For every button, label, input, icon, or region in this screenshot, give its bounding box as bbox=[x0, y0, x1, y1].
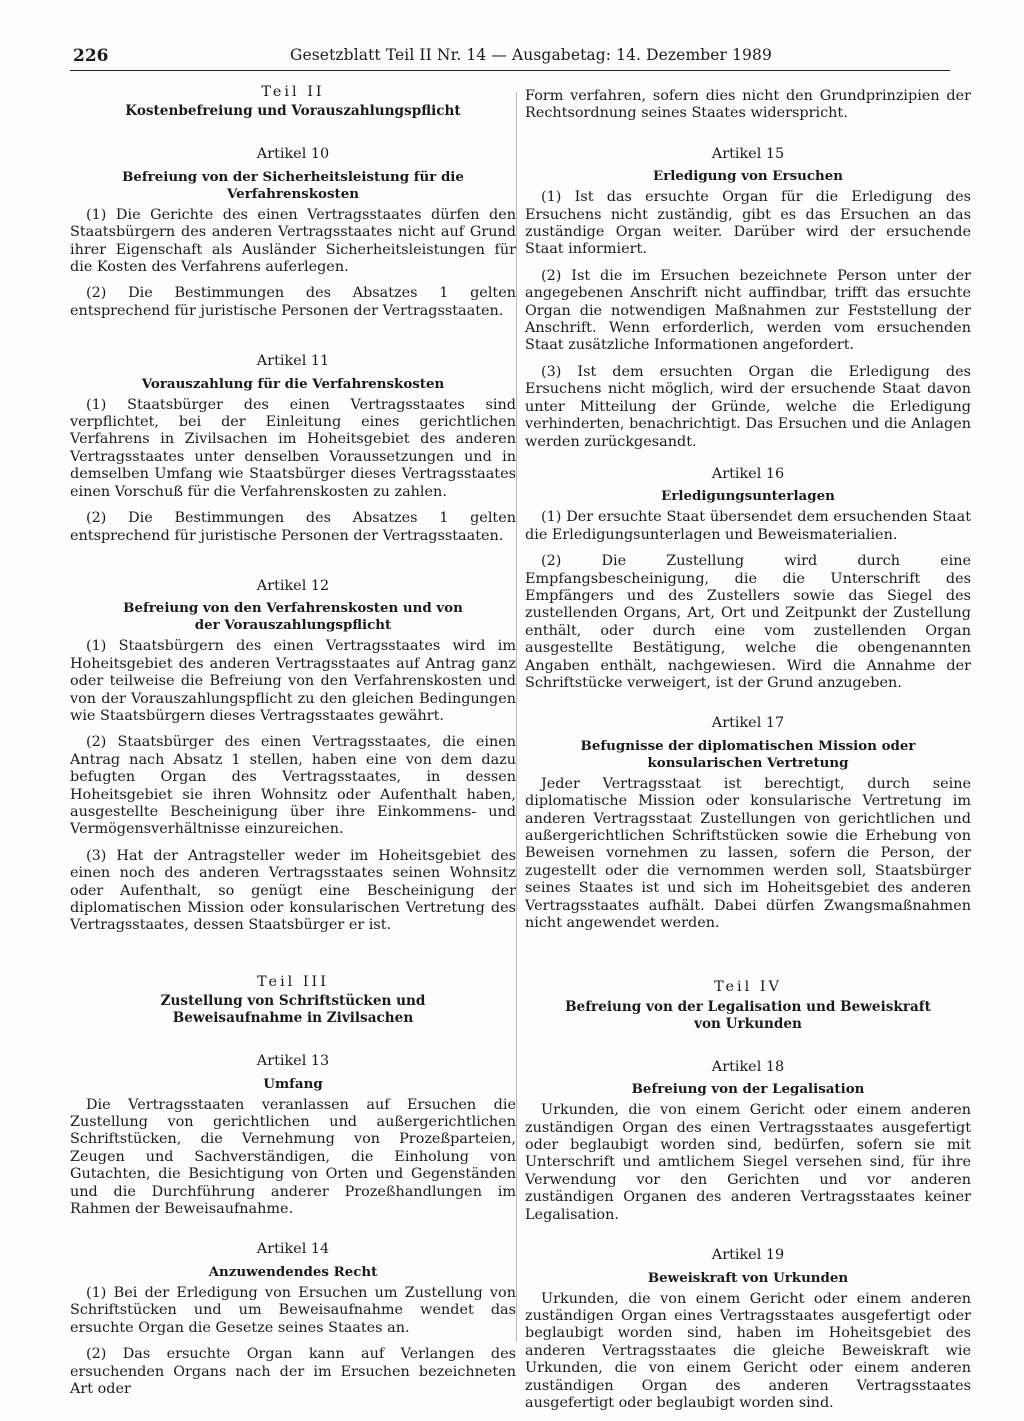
article-10-title: Befreiung von der Sicherheitsleistung für die Verfahrenskosten bbox=[122, 168, 464, 202]
article-12-label: Artikel 12 bbox=[256, 577, 330, 594]
article-12-title: Befreiung von den Verfahrenskosten und von der Vorauszahlungspflicht bbox=[123, 600, 463, 634]
part-3-title: Zustellung von Schriftstücken und Beweisaufnahme in Zivilsachen bbox=[160, 993, 426, 1027]
article-15-title: Erledigung von Ersuchen bbox=[653, 168, 843, 185]
article-12-para-2: (2) Staatsbürger des einen Vertragsstaates, die einen Antrag nach Absatz 1 stellen, haben eine von dem dazu befugten Organ des Vertragsstaates, in dessen Hoheitsgebiet sie ihren Wohnsitz oder Aufenthalt haben, ausgestellte Bescheinigung über ihre Einkommens- und Vermögensverhältnisse einzureichen. bbox=[70, 734, 516, 838]
article-11-label: Artikel 11 bbox=[256, 353, 330, 370]
left-column bbox=[70, 84, 516, 1407]
article-16-label: Artikel 16 bbox=[711, 465, 785, 482]
article-16-para-1: (1) Der ersuchte Staat übersendet dem ersuchenden Staat die Erledigungsunterlagen und Beweismaterialien. bbox=[525, 509, 971, 543]
part-2-title: Kostenbefreiung und Vorauszahlungspflicht bbox=[125, 103, 461, 120]
article-14-label: Artikel 14 bbox=[256, 1241, 330, 1258]
article-17-title: Befugnisse der diplomatischen Mission oder konsularischen Vertretung bbox=[580, 737, 916, 771]
article-14-para-2: (2) Das ersuchte Organ kann auf Verlangen des ersuchenden Organs nach der im Ersuchen bezeichneten Art oder bbox=[70, 1346, 516, 1397]
article-15-para-3: (3) Ist dem ersuchten Organ die Erledigung des Ersuchens nicht möglich, wird der ersuchende Staat davon unter Mitteilung der Gründe, welche die Erledigung verhinderten, benachrichtigt. Das Ersuchen und die Anlagen werden zurückgesandt. bbox=[525, 363, 971, 450]
part-4-title: Befreiung von der Legalisation und Beweiskraft von Urkunden bbox=[565, 998, 931, 1032]
article-15-para-2: (2) Ist die im Ersuchen bezeichnete Person unter der angegebenen Anschrift nicht auffindbar, trifft das ersuchte Organ die notwendigen Maßnahmen zur Feststellung der Anschrift. Wenn erforderlich, werden vom ersuchenden Staat zusätzliche Informationen angefordert. bbox=[525, 267, 971, 354]
article-10-para-1: (1) Die Gerichte des einen Vertragsstaates dürfen den Staatsbürgern des anderen Vertragsstaates nicht auf Grund ihrer Eigenschaft als Ausländer Sicherheitsleistungen für die Kosten des Verfahrens auferlegen. bbox=[70, 206, 516, 276]
article-18-label: Artikel 18 bbox=[711, 1058, 785, 1075]
article-16-para-2: (2) Die Zustellung wird durch eine Empfangsbescheinigung, die die Unterschrift des Empfängers und des Zustellers sowie das Siegel des zustellenden Organs, Art, Ort und Zeitpunkt der Zustellung enthält, oder durch eine vom zustellenden Organ ausgestellte Bestätigung, welche die obengenannten Angaben enthält, nachgewiesen. Wird die Annahme der Schriftstücke verweigert, ist der Grund anzugeben. bbox=[525, 553, 971, 691]
article-11-title: Vorauszahlung für die Verfahrenskosten bbox=[141, 375, 445, 392]
article-14-title: Anzuwendendes Recht bbox=[208, 1263, 378, 1280]
article-13-title: Umfang bbox=[263, 1075, 323, 1092]
article-18-title: Befreiung von der Legalisation bbox=[631, 1081, 865, 1098]
article-18-para-1: Urkunden, die von einem Gericht oder einem anderen zuständigen Organ des einen Vertragsstaates ausgefertigt oder beglaubigt worden sind, bedürfen, sofern sie mit Unterschrift und amtlichem Siegel versehen sind, für ihre Verwendung vor den Gerichten und vor anderen zuständigen Organen des anderen Vertragsstaates keiner Legalisation. bbox=[525, 1102, 971, 1223]
right-column bbox=[525, 88, 971, 1421]
article-10-para-2: (2) Die Bestimmungen des Absatzes 1 gelten entsprechend für juristische Personen der Vertragsstaaten. bbox=[70, 285, 516, 319]
part-2-label: Teil II bbox=[261, 84, 325, 100]
article-17-para-1: Jeder Vertragsstaat ist berechtigt, durch seine diplomatische Mission oder konsularische Vertretung im anderen Vertragsstaat Zustellungen von gerichtlichen und außergerichtlichen Schriftstücken sowie die Erhebung von Beweisen vornehmen zu lassen, sofern die Person, der zugestellt oder die vernommen werden soll, Staatsbürger seines Staates ist und sich im Hoheitsgebiet des anderen Vertragsstaates aufhält. Dabei dürfen Zwangsmaßnahmen nicht angewendet werden. bbox=[525, 775, 971, 932]
continued-text: Form verfahren, sofern dies nicht den Grundprinzipien der Rechtsordnung seines Staates widerspricht. bbox=[525, 88, 971, 122]
article-11-para-2: (2) Die Bestimmungen des Absatzes 1 gelten entsprechend für juristische Personen der Vertragsstaaten. bbox=[70, 510, 516, 544]
article-11-para-1: (1) Staatsbürger des einen Vertragsstaates sind verpflichtet, bei der Einleitung eines gerichtlichen Verfahrens in Zivilsachen im Hoheitsgebiet des anderen Vertragsstaates unter denselben Voraussetzungen und in demselben Umfang wie Staatsbürger dieses Vertragsstaates einen Vorschuß für die Verfahrenskosten zu zahlen. bbox=[70, 396, 516, 500]
article-16-title: Erledigungsunterlagen bbox=[661, 488, 835, 505]
running-head: Gesetzblatt Teil II Nr. 14 — Ausgabetag: 14. Dezember 1989 bbox=[290, 46, 772, 64]
page-number: 226 bbox=[73, 46, 109, 66]
article-12-para-3: (3) Hat der Antragsteller weder im Hoheitsgebiet des einen noch des anderen Vertragsstaates seinen Wohnsitz oder Aufenthalt, so genügt eine Bescheinigung der diplomatischen Mission oder konsularischen Vertretung des Vertragsstaates, dessen Staatsbürger er ist. bbox=[70, 847, 516, 934]
article-17-label: Artikel 17 bbox=[711, 715, 785, 732]
part-3-label: Teil III bbox=[257, 973, 329, 990]
page-header bbox=[70, 46, 950, 71]
article-19-label: Artikel 19 bbox=[711, 1247, 785, 1264]
article-15-para-1: (1) Ist das ersuchte Organ für die Erledigung des Ersuchens nicht zuständig, gibt es das Ersuchen an das zuständige Organ weiter. Darüber wird der ersuchende Staat informiert. bbox=[525, 189, 971, 258]
article-13-label: Artikel 13 bbox=[256, 1053, 330, 1070]
article-19-para-1: Urkunden, die von einem Gericht oder einem anderen zuständigen Organ eines Vertragsstaates ausgefertigt oder beglaubigt worden sind, haben im Hoheitsgebiet des anderen Vertragsstaates die gleiche Beweiskraft wie Urkunden, die von einem Gericht oder einem anderen zuständigen Organ des anderen Vertragsstaates ausgefertigt oder beglaubigt worden sind. bbox=[525, 1290, 971, 1411]
article-10-label: Artikel 10 bbox=[256, 146, 330, 163]
article-15-label: Artikel 15 bbox=[711, 145, 785, 162]
article-13-para-1: Die Vertragsstaaten veranlassen auf Ersuchen die Zustellung von gerichtlichen und außergerichtlichen Schriftstücken, die Vernehmung von Prozeßparteien, Zeugen und Sachverständigen, die Einholung von Gutachten, die Besichtigung von Orten und Gegenständen und die Durchführung anderer Prozeßhandlungen im Rahmen der Beweisaufnahme. bbox=[70, 1096, 516, 1218]
part-4-label: Teil IV bbox=[714, 979, 782, 996]
article-19-title: Beweiskraft von Urkunden bbox=[647, 1269, 849, 1286]
article-12-para-1: (1) Staatsbürgern des einen Vertragsstaates wird im Hoheitsgebiet des anderen Vertragsstaates auf Antrag ganz oder teilweise die Befreiung von den Verfahrenskosten und von der Vorauszahlungspflicht zu den gleichen Bedingungen wie Staatsbürgern dieses Vertragsstaates gewährt. bbox=[70, 638, 516, 724]
column-divider bbox=[516, 92, 517, 1342]
article-14-para-1: (1) Bei der Erledigung von Ersuchen um Zustellung von Schriftstücken und um Beweisaufnahme wendet das ersuchte Organ die Gesetze seines Staates an. bbox=[70, 1284, 516, 1336]
